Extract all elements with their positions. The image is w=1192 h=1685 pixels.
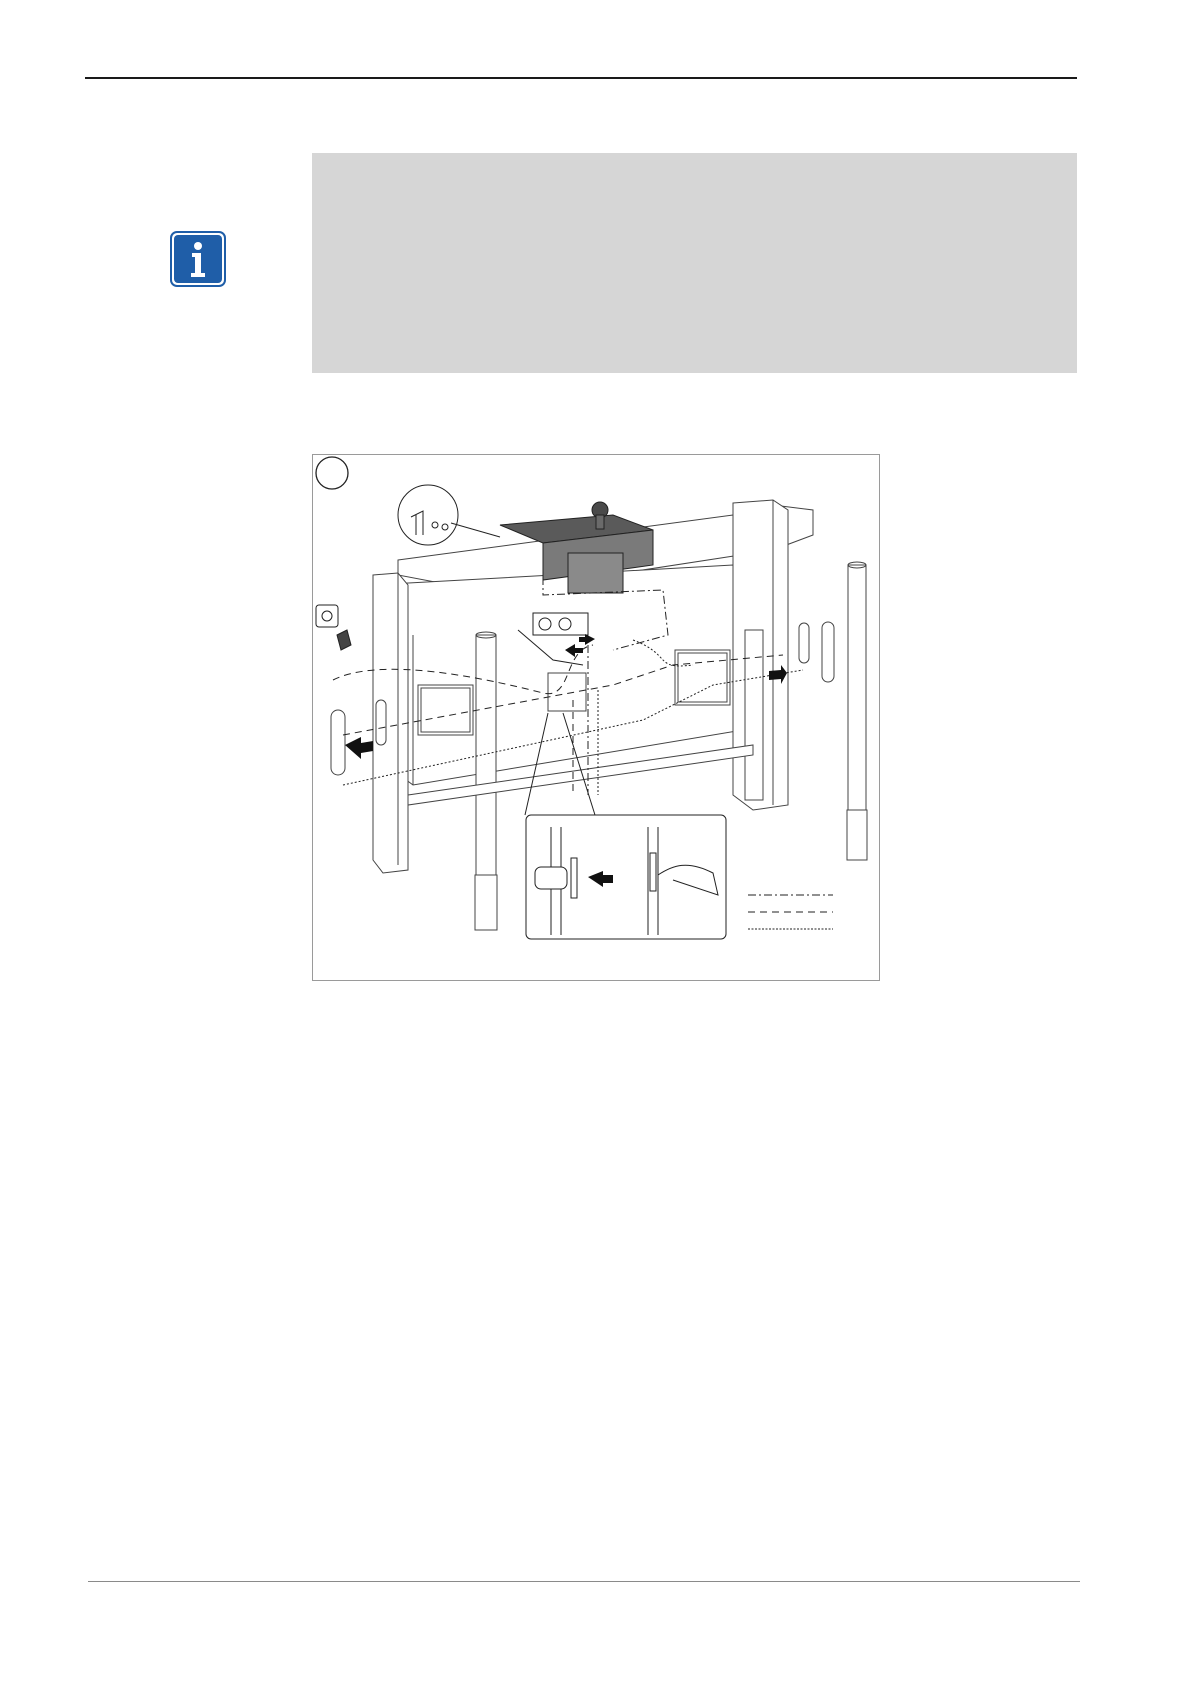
wall-socket: [316, 605, 351, 650]
figure-callout-circle: [316, 457, 348, 489]
header-rule: [85, 77, 1077, 79]
arrow-left: [345, 737, 373, 759]
detail-zoom-circle: [398, 485, 500, 545]
footer-rule: [88, 1581, 1080, 1582]
notice-box: [312, 153, 1077, 373]
legend: [748, 895, 833, 929]
installation-figure: [312, 454, 880, 981]
info-icon: [170, 231, 226, 287]
